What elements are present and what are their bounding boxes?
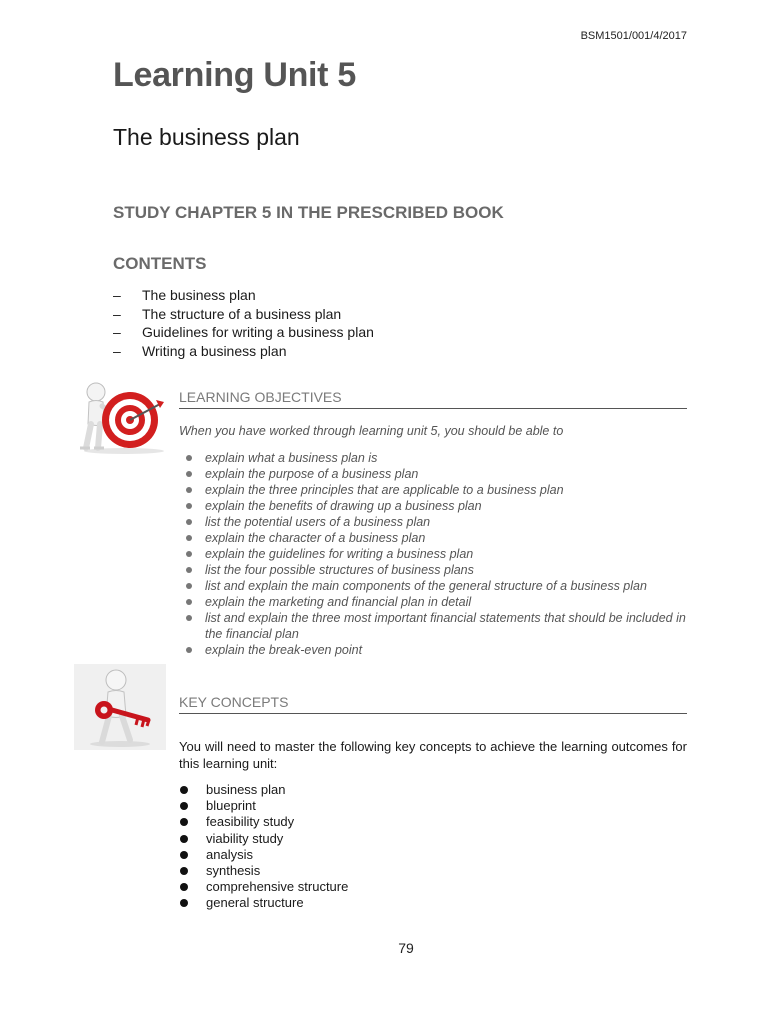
objective-label: explain the marketing and financial plan in detail <box>205 595 472 609</box>
bullet-icon <box>186 535 192 541</box>
bullet-icon <box>186 583 192 589</box>
bullet-icon <box>180 867 188 875</box>
learning-objectives-heading: LEARNING OBJECTIVES <box>179 389 687 409</box>
bullet-icon <box>180 899 188 907</box>
objective-item <box>186 466 688 482</box>
bullet-icon <box>186 471 192 477</box>
objective-item <box>186 514 688 530</box>
contents-item <box>113 323 374 342</box>
bullet-icon <box>186 647 192 653</box>
objective-item <box>186 482 688 498</box>
bullet-icon <box>186 551 192 557</box>
objective-item <box>186 642 688 658</box>
bullet-icon <box>186 487 192 493</box>
dash: – <box>113 287 121 303</box>
key-concept-label: viability study <box>206 830 284 846</box>
objectives-intro: When you have worked through learning unit 5, you should be able to <box>179 424 564 438</box>
bullet-icon <box>186 615 192 621</box>
contents-item <box>113 286 374 305</box>
objective-label: list and explain the main components of the general structure of a business plan <box>205 579 647 593</box>
dash: – <box>113 324 121 340</box>
contents-heading: CONTENTS <box>113 254 207 273</box>
objective-label: explain the benefits of drawing up a business plan <box>205 499 482 513</box>
objective-label: explain what a business plan is <box>205 451 378 465</box>
key-concept-item <box>179 798 348 814</box>
key-figure-icon <box>74 664 166 750</box>
key-concept-label: blueprint <box>206 798 256 814</box>
key-concept-label: business plan <box>206 782 286 797</box>
key-concept-item <box>179 895 348 911</box>
document-code: BSM1501/001/4/2017 <box>580 30 687 42</box>
key-concepts-heading: KEY CONCEPTS <box>179 694 687 714</box>
bullet-icon <box>180 835 188 843</box>
contents-item-label: The business plan <box>142 287 256 303</box>
objective-label: explain the character of a business plan <box>205 531 426 545</box>
key-concept-label: analysis <box>206 846 253 862</box>
dash: – <box>113 305 121 322</box>
study-instruction: STUDY CHAPTER 5 IN THE PRESCRIBED BOOK <box>113 203 504 222</box>
objective-label: list the potential users of a business plan <box>205 515 431 529</box>
key-concept-label: comprehensive structure <box>206 879 349 895</box>
key-concept-label: general structure <box>206 895 304 911</box>
contents-list <box>113 286 374 360</box>
target-figure-icon <box>74 378 168 456</box>
bullet-icon <box>180 786 188 794</box>
contents-item <box>113 305 374 324</box>
key-concept-label: feasibility study <box>206 814 295 830</box>
objective-label: explain the purpose of a business plan <box>205 467 419 481</box>
key-concept-item <box>179 782 348 798</box>
objective-label: list the four possible structures of business plans <box>205 563 474 577</box>
objective-label: explain the guidelines for writing a business plan <box>205 547 474 561</box>
bullet-icon <box>180 802 188 810</box>
objective-item <box>186 530 688 546</box>
objective-item <box>186 546 688 562</box>
bullet-icon <box>186 599 192 605</box>
objective-item <box>186 594 688 610</box>
objective-label: list and explain the three most important financial statements that should be included in the financial plan <box>205 611 686 641</box>
unit-subtitle: The business plan <box>113 124 300 150</box>
contents-item-label: The structure of a business plan <box>142 305 342 322</box>
unit-title: Learning Unit 5 <box>113 56 356 94</box>
objective-item <box>186 610 688 642</box>
bullet-icon <box>186 503 192 509</box>
key-concept-item <box>179 863 348 879</box>
key-concept-item <box>179 879 348 895</box>
contents-item <box>113 342 374 361</box>
bullet-icon <box>186 519 192 525</box>
key-concepts-intro: You will need to master the following key concepts to achieve the learning outcomes for this learning unit: <box>179 739 687 771</box>
bullet-icon <box>180 818 188 826</box>
bullet-icon <box>186 455 192 461</box>
objective-item <box>186 450 688 466</box>
objectives-list <box>186 450 688 658</box>
page-number: 79 <box>398 940 414 956</box>
contents-item-label: Writing a business plan <box>142 342 287 359</box>
key-concept-item <box>179 831 348 847</box>
dash: – <box>113 342 121 359</box>
key-concept-item <box>179 847 348 863</box>
key-concept-label: synthesis <box>206 862 261 878</box>
key-concept-item <box>179 814 348 830</box>
objective-label: explain the break-even point <box>205 643 363 657</box>
bullet-icon <box>180 851 188 859</box>
objective-item <box>186 498 688 514</box>
bullet-icon <box>186 567 192 573</box>
objective-item <box>186 562 688 578</box>
key-concepts-list <box>179 782 348 912</box>
bullet-icon <box>180 883 188 891</box>
objective-item <box>186 578 688 594</box>
objective-label: explain the three principles that are applicable to a business plan <box>205 483 564 497</box>
contents-item-label: Guidelines for writing a business plan <box>142 324 374 340</box>
